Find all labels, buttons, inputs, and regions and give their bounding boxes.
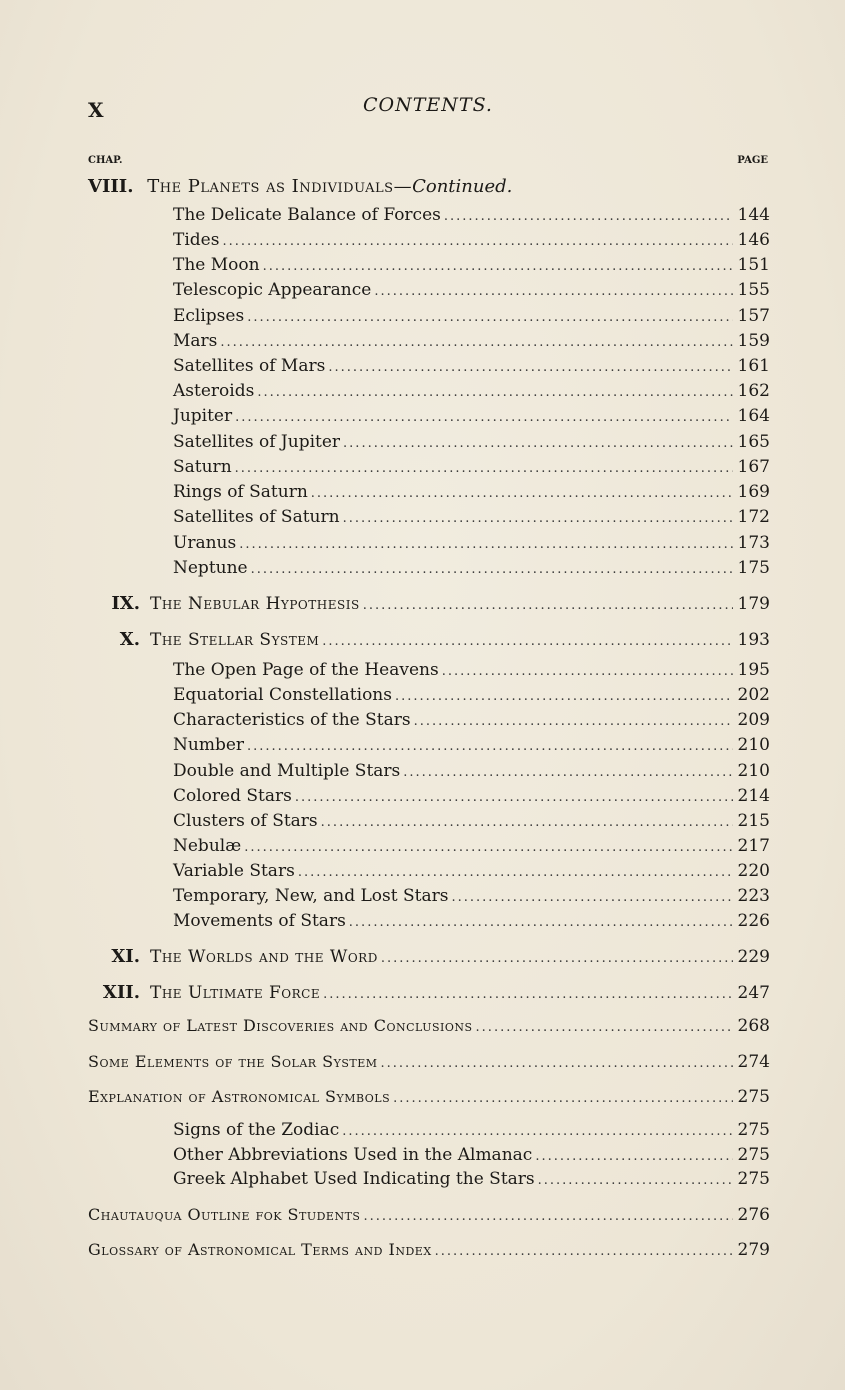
toc-entry-title: The Moon [173,255,260,275]
toc-entry[interactable] [173,660,770,684]
chap-column-header: CHAP. [88,155,123,166]
toc-entry-page: 210 [737,761,770,781]
toc-entry-page: 226 [737,911,770,931]
toc-entry-page: 161 [737,356,770,376]
entry-title: Explanation of Astronomical Symbols [88,1087,391,1106]
toc-entry[interactable] [173,507,770,531]
toc-entry-page: 172 [737,507,770,527]
toc-entry-title: Neptune [173,558,248,578]
toc-entry-title: Jupiter [173,406,233,426]
toc-entry[interactable] [173,558,770,582]
chapter-number: XI. [111,946,140,967]
leader-dots [395,689,733,704]
leader-dots [298,865,733,880]
toc-entry-page: 275 [737,1145,770,1165]
toc-entry-page: 209 [737,710,770,730]
page-header [88,92,768,126]
toc-entry-page: 165 [737,432,770,452]
leader-dots [349,915,733,930]
chapter-title: The Ultimate Force [150,983,321,1003]
toc-entry-page: 144 [737,205,770,225]
entry-page: 274 [737,1052,770,1072]
toc-entry[interactable] [173,886,770,910]
toc-entry-title: Characteristics of the Stars [173,710,411,730]
chapter-title: The Planets as Individuals— [147,176,413,197]
toc-entry-page: 175 [737,558,770,578]
leader-dots [343,511,733,526]
leader-dots [442,664,733,679]
entry-title: Chautauqua Outline fok Students [88,1205,361,1224]
continued-label: Continued. [412,176,513,197]
leader-dots [381,1056,733,1071]
toc-entry-page: 173 [737,533,770,553]
toc-entry[interactable] [173,255,770,279]
toc-entry-title: Greek Alphabet Used Indicating the Stars [173,1169,535,1189]
leader-dots [222,234,733,249]
toc-entry-page: 217 [737,836,770,856]
toc-entry-page: 214 [737,786,770,806]
toc-entry-title: Nebulæ [173,836,242,856]
toc-entry-title: Number [173,735,245,755]
leader-dots [247,310,733,325]
chapter-viii-heading [88,176,512,197]
toc-entry-page: 164 [737,406,770,426]
toc-entry[interactable] [173,836,770,860]
leader-dots [363,598,733,613]
chapter-title: The Worlds and the Word [150,947,378,967]
entry-page: 275 [737,1087,770,1107]
entry-title: Glossary of Astronomical Terms and Index [88,1240,432,1259]
leader-dots [328,360,733,375]
leader-dots [435,1244,733,1259]
leader-dots [444,209,733,224]
entry-page: 276 [737,1205,770,1225]
toc-entry-page: 151 [737,255,770,275]
toc-entry-title: Saturn [173,457,232,477]
toc-entry[interactable] [173,457,770,481]
leader-dots [381,951,733,966]
chapter-title: The Stellar System [150,630,320,650]
chapter-title: The Nebular Hypothesis [150,594,360,614]
toc-entry-title: Colored Stars [173,786,292,806]
toc-entry-page: 146 [737,230,770,250]
toc-entry-title: Satellites of Mars [173,356,326,376]
toc-entry-page: 275 [737,1169,770,1189]
toc-entry-title: The Open Page of the Heavens [173,660,439,680]
toc-entry-title: Temporary, New, and Lost Stars [173,886,449,906]
toc-entry-page: 157 [737,306,770,326]
leader-dots [235,410,733,425]
toc-entry-page: 215 [737,811,770,831]
page-title: CONTENTS. [363,94,493,116]
toc-entry[interactable] [173,230,770,254]
leader-dots [311,486,733,501]
leader-dots [393,1091,733,1106]
chapter-number: VIII. [88,176,134,197]
toc-entry-title: Satellites of Jupiter [173,432,341,452]
chapter-xi-entry[interactable] [88,946,770,970]
toc-entry-title: Other Abbreviations Used in the Almanac [173,1145,533,1165]
toc-entry[interactable] [173,205,770,229]
chautauqua-entry[interactable] [88,1205,770,1229]
toc-entry-page: 275 [737,1120,770,1140]
toc-entry-title: Asteroids [173,381,255,401]
glossary-entry[interactable] [88,1240,770,1264]
toc-entry[interactable] [173,381,770,405]
toc-entry[interactable] [173,735,770,759]
page-column-header: PAGE [737,155,768,166]
toc-entry[interactable] [173,533,770,557]
toc-entry[interactable] [173,811,770,835]
toc-entry[interactable] [173,761,770,785]
toc-entry[interactable] [173,685,770,709]
toc-entry-title: Eclipses [173,306,245,326]
toc-entry-title: Rings of Saturn [173,482,308,502]
leader-dots [257,385,733,400]
leader-dots [263,259,733,274]
toc-entry-title: Equatorial Constellations [173,685,392,705]
toc-entry[interactable] [173,1120,770,1144]
leader-dots [414,714,733,729]
toc-entry-title: Variable Stars [173,861,295,881]
toc-entry-title: Tides [173,230,220,250]
toc-entry-page: 169 [737,482,770,502]
toc-entry[interactable] [173,861,770,885]
toc-entry[interactable] [173,482,770,506]
toc-entry-page: 195 [737,660,770,680]
toc-entry-title: Movements of Stars [173,911,346,931]
leader-dots [244,840,733,855]
chapter-page: 179 [737,594,770,614]
toc-entry-title: Satellites of Saturn [173,507,340,527]
leader-dots [322,634,733,649]
entry-page: 279 [737,1240,770,1260]
entry-title: Summary of Latest Discoveries and Conclusions [88,1016,473,1035]
toc-entry-title: Double and Multiple Stars [173,761,401,781]
leader-dots [343,436,733,451]
toc-entry-page: 167 [737,457,770,477]
chapter-number: X. [119,629,140,650]
toc-entry-page: 202 [737,685,770,705]
toc-entry[interactable] [173,710,770,734]
leader-dots [235,461,733,476]
toc-entry-page: 220 [737,861,770,881]
leader-dots [403,765,733,780]
chapter-page: 229 [737,947,770,967]
column-headers [88,155,768,171]
leader-dots [476,1020,733,1035]
toc-entry-page: 223 [737,886,770,906]
chapter-number: IX. [111,593,140,614]
toc-entry-title: Signs of the Zodiac [173,1120,340,1140]
toc-entry[interactable] [173,432,770,456]
chapter-xii-entry[interactable] [88,982,770,1006]
toc-entry[interactable] [173,331,770,355]
toc-entry[interactable] [173,306,770,330]
entry-page: 268 [737,1016,770,1036]
toc-entry-page: 210 [737,735,770,755]
toc-entry-title: Clusters of Stars [173,811,318,831]
toc-entry-title: Uranus [173,533,237,553]
toc-entry[interactable] [173,406,770,430]
leader-dots [220,335,733,350]
toc-entry-title: The Delicate Balance of Forces [173,205,441,225]
toc-entry-page: 159 [737,331,770,351]
elements-entry[interactable] [88,1052,770,1076]
toc-entry-page: 155 [737,280,770,300]
chapter-ix-entry[interactable] [88,593,770,617]
toc-entry[interactable] [173,1169,770,1193]
toc-entry[interactable] [173,356,770,380]
chapter-page: 193 [737,630,770,650]
symbols-entry[interactable] [88,1087,770,1111]
toc-entry[interactable] [173,280,770,304]
leader-dots [451,890,733,905]
leader-dots [374,284,733,299]
leader-dots [363,1209,733,1224]
entry-title: Some Elements of the Solar System [88,1052,378,1071]
leader-dots [535,1149,733,1164]
leader-dots [342,1124,733,1139]
summary-entry[interactable] [88,1016,770,1040]
leader-dots [323,987,733,1002]
leader-dots [295,790,733,805]
leader-dots [538,1173,733,1188]
chapter-number: XII. [102,982,140,1003]
toc-entry[interactable] [173,911,770,935]
leader-dots [239,537,733,552]
leader-dots [321,815,733,830]
leader-dots [247,739,733,754]
toc-entry[interactable] [173,1145,770,1169]
toc-entry-title: Mars [173,331,218,351]
leader-dots [251,562,733,577]
chapter-x-entry[interactable] [88,629,770,653]
toc-entry-page: 162 [737,381,770,401]
chapter-page: 247 [737,983,770,1003]
toc-entry-title: Telescopic Appearance [173,280,372,300]
page-number: X [88,98,104,122]
toc-entry[interactable] [173,786,770,810]
